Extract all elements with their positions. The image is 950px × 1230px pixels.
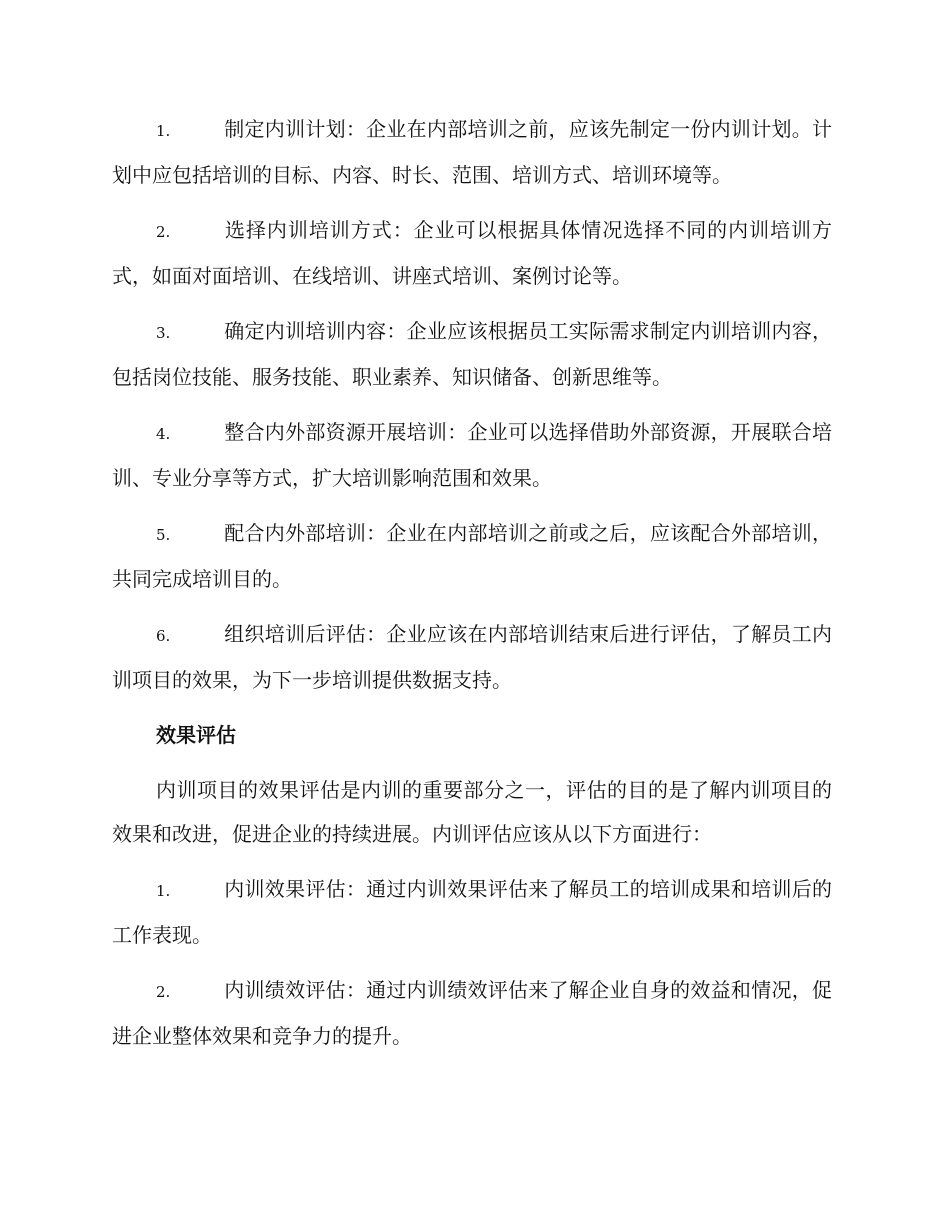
list-item-number: 1. bbox=[156, 882, 171, 900]
list-item-number: 6. bbox=[156, 627, 171, 645]
list-item bbox=[112, 410, 832, 500]
list-item-text: 确定内训培训内容：企业应该根据员工实际需求制定内训培训内容，包括岗位技能、服务技能、职业素养、知识储备、创新思维等。 bbox=[112, 319, 832, 389]
section-heading: 效果评估 bbox=[156, 723, 236, 747]
section-intro: 内训项目的效果评估是内训的重要部分之一，评估的目的是了解内训项目的效果和改进，促进企业的持续进展。内训评估应该从以下方面进行： bbox=[112, 778, 832, 846]
list-item bbox=[112, 867, 832, 957]
list-item bbox=[112, 968, 832, 1058]
list-item bbox=[112, 612, 832, 702]
list-item bbox=[112, 208, 832, 298]
list-item-number: 5. bbox=[156, 526, 171, 544]
list-item bbox=[112, 107, 832, 197]
list-item-text: 制定内训计划：企业在内部培训之前，应该先制定一份内训计划。计划中应包括培训的目标、内容、时长、范围、培训方式、培训环境等。 bbox=[112, 117, 832, 187]
list-item-text: 整合内外部资源开展培训：企业可以选择借助外部资源，开展联合培训、专业分享等方式，扩大培训影响范围和效果。 bbox=[112, 420, 832, 490]
list-item-text: 内训效果评估：通过内训效果评估来了解员工的培训成果和培训后的工作表现。 bbox=[112, 877, 832, 947]
list-item bbox=[112, 511, 832, 601]
list-item-number: 3. bbox=[156, 324, 171, 342]
list-item-text: 选择内训培训方式：企业可以根据具体情况选择不同的内训培训方式，如面对面培训、在线培训、讲座式培训、案例讨论等。 bbox=[112, 218, 832, 288]
list-item-number: 1. bbox=[156, 122, 171, 140]
list-item-text: 内训绩效评估：通过内训绩效评估来了解企业自身的效益和情况，促进企业整体效果和竞争力的提升。 bbox=[112, 978, 832, 1048]
list-item-number: 2. bbox=[156, 223, 171, 241]
document-page bbox=[112, 107, 832, 1069]
list-item-number: 4. bbox=[156, 425, 171, 443]
list-item-number: 2. bbox=[156, 983, 171, 1001]
list-item-text: 配合内外部培训：企业在内部培训之前或之后，应该配合外部培训，共同完成培训目的。 bbox=[112, 521, 832, 591]
list-item bbox=[112, 309, 832, 399]
list-item-text: 组织培训后评估：企业应该在内部培训结束后进行评估，了解员工内训项目的效果，为下一步培训提供数据支持。 bbox=[112, 622, 832, 692]
